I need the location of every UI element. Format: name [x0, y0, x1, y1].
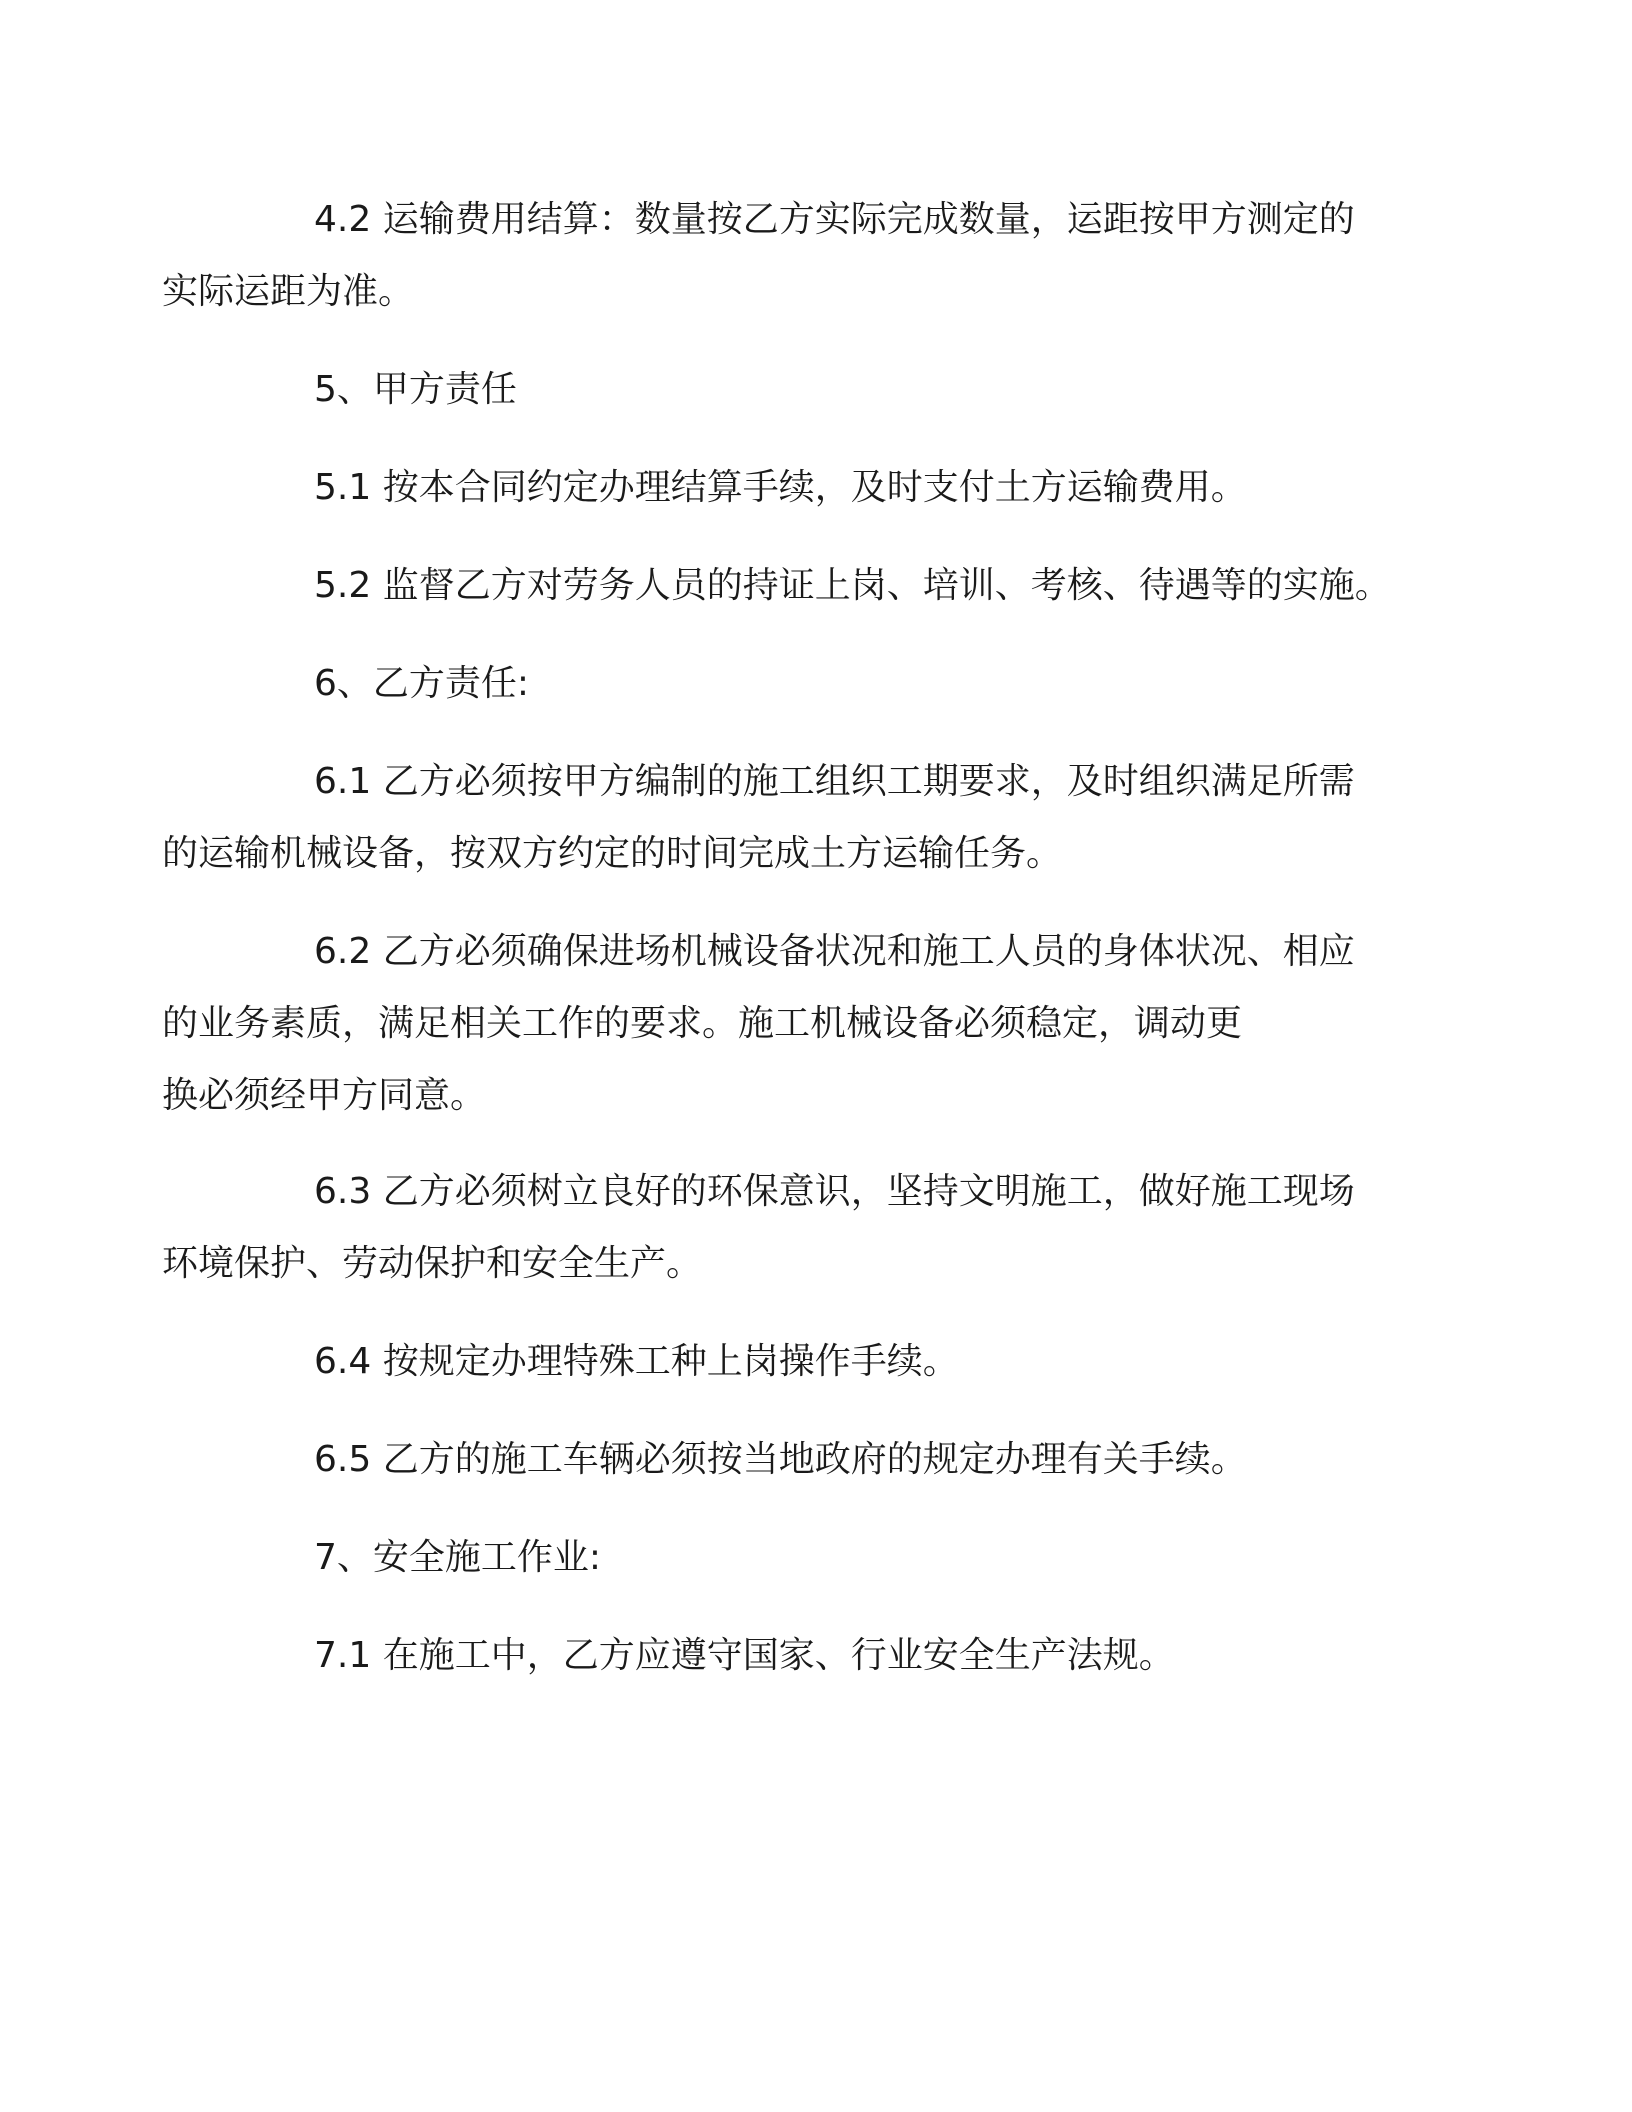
paragraph-6-1	[162, 746, 1398, 890]
paragraph-6-4	[238, 1326, 1398, 1398]
paragraph-line: 6.2 乙方必须确保进场机械设备状况和施工人员的身体状况、相应	[314, 931, 1355, 972]
paragraph-line: 6.3 乙方必须树立良好的环保意识，坚持文明施工，做好施工现场	[314, 1171, 1355, 1212]
paragraph-line: 6、乙方责任:	[314, 663, 530, 704]
paragraph-6-5	[238, 1424, 1398, 1496]
heading-7	[238, 1522, 1398, 1594]
paragraph-line: 的业务素质，满足相关工作的要求。施工机械设备必须稳定，调动更	[162, 1003, 1243, 1044]
paragraph-line: 7.1 在施工中，乙方应遵守国家、行业安全生产法规。	[314, 1635, 1175, 1676]
paragraph-line: 5、甲方责任	[314, 369, 517, 410]
heading-5	[238, 354, 1398, 426]
paragraph-5-2	[238, 550, 1398, 622]
paragraph-line: 5.2 监督乙方对劳务人员的持证上岗、培训、考核、待遇等的实施。	[314, 565, 1391, 606]
paragraph-line: 7、安全施工作业:	[314, 1537, 602, 1578]
paragraph-line: 的运输机械设备，按双方约定的时间完成土方运输任务。	[162, 833, 1063, 874]
paragraph-line: 6.4 按规定办理特殊工种上岗操作手续。	[314, 1341, 959, 1382]
paragraph-6-2	[162, 916, 1398, 1132]
heading-6	[238, 648, 1398, 720]
paragraph-line: 环境保护、劳动保护和安全生产。	[162, 1243, 703, 1284]
paragraph-line: 6.5 乙方的施工车辆必须按当地政府的规定办理有关手续。	[314, 1439, 1247, 1480]
paragraph-6-3	[162, 1156, 1398, 1300]
paragraph-line: 6.1 乙方必须按甲方编制的施工组织工期要求，及时组织满足所需	[314, 761, 1355, 802]
paragraph-line: 4.2 运输费用结算：数量按乙方实际完成数量，运距按甲方测定的	[314, 199, 1355, 240]
paragraph-4-2	[162, 184, 1398, 328]
paragraph-line: 换必须经甲方同意。	[162, 1075, 487, 1116]
paragraph-line: 实际运距为准。	[162, 271, 415, 312]
paragraph-7-1	[238, 1620, 1398, 1692]
paragraph-line: 5.1 按本合同约定办理结算手续，及时支付土方运输费用。	[314, 467, 1247, 508]
paragraph-5-1	[238, 452, 1398, 524]
